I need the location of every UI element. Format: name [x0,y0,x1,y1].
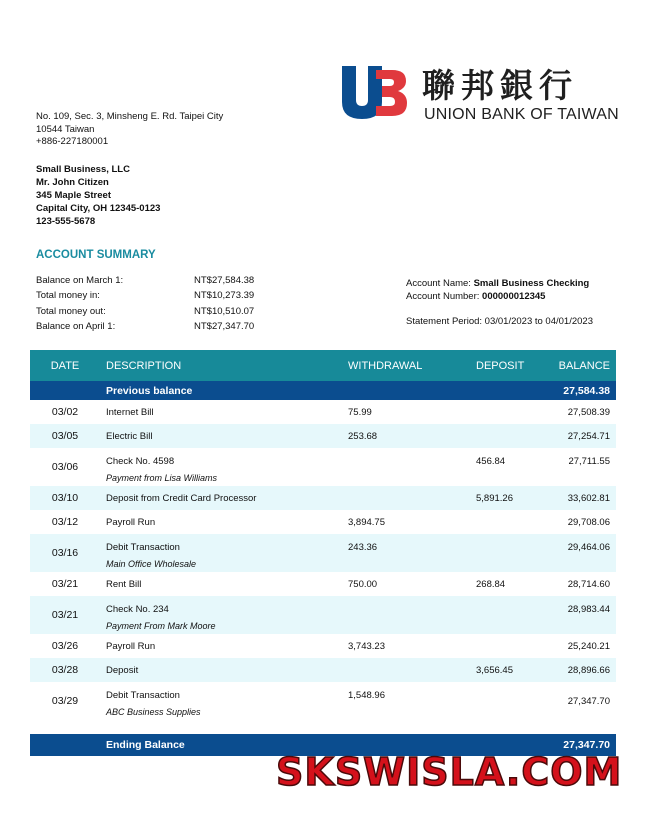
row-deposit: 456.84 [476,456,506,467]
row-date: 03/02 [51,406,79,418]
row-memo: ABC Business Supplies [106,707,201,717]
row-description: Internet Bill [106,406,154,418]
row-balance: 29,708.06 [567,516,610,528]
row-date: 03/06 [51,461,79,473]
account-name-value: Small Business Checking [473,278,590,289]
summary-row [36,275,254,290]
header-deposit: DEPOSIT [464,350,537,381]
account-summary [36,275,254,336]
summary-value: NT$10,273.39 [194,290,255,302]
table-header-row [30,350,616,381]
row-deposit [464,510,537,534]
row-date: 03/21 [30,596,100,634]
table-row [30,682,616,720]
account-name-label: Account Name: [406,278,471,289]
union-bank-logo-icon [340,64,408,120]
row-deposit [464,424,537,448]
client-contact: Mr. John Citizen [36,177,109,188]
row-balance: 29,464.06 [537,534,616,572]
row-date: 03/10 [30,486,100,510]
header-balance: BALANCE [537,350,616,381]
account-number-label: Account Number: [406,291,480,302]
summary-row [36,321,254,336]
account-summary-title: ACCOUNT SUMMARY [36,249,156,261]
client-city: Capital City, OH 12345-0123 [36,203,161,214]
bank-name-english: UNION BANK OF TAIWAN [424,106,619,123]
row-date: 03/21 [51,578,79,590]
row-deposit [464,400,537,424]
account-name [406,277,589,290]
transactions-table [30,350,616,756]
bank-name-chinese: 聯邦銀行 [422,66,578,105]
table-row [30,448,616,486]
row-withdrawal: 1,548.96 [348,690,385,701]
summary-value: NT$10,510.07 [194,305,255,317]
row-date: 03/26 [51,640,79,652]
row-description: Rent Bill [106,578,142,590]
row-date: 03/29 [51,695,79,707]
row-withdrawal [346,448,464,486]
row-description: Check No. 4598 [106,456,175,467]
previous-balance-label: Previous balance [100,381,346,400]
address-line: No. 109, Sec. 3, Minsheng E. Rd. Taipei City [36,111,224,122]
summary-label: Balance on March 1: [36,275,124,286]
address-line: 10544 Taiwan [36,123,95,135]
row-description: Electric Bill [100,424,346,448]
row-withdrawal [346,486,464,510]
row-date: 03/16 [30,534,100,572]
header-date: DATE [30,350,100,381]
client-company: Small Business, LLC [36,164,130,175]
row-memo: Payment from Lisa Williams [106,473,217,483]
row-withdrawal [346,596,464,634]
table-row [30,424,616,448]
watermark-text: SKSWISLA.COM [276,750,623,794]
statement-period: Statement Period: 03/01/2023 to 04/01/2023 [406,316,593,327]
bank-address [36,111,223,149]
row-deposit [464,634,537,658]
row-balance: 27,711.55 [568,456,610,467]
row-withdrawal: 750.00 [348,578,378,590]
row-deposit: 3,656.45 [464,658,537,682]
row-date: 03/28 [30,658,100,682]
summary-value: NT$27,584.38 [194,275,255,286]
account-number-value: 000000012345 [482,291,546,302]
bank-logo [340,64,620,126]
row-description: Payroll Run [106,516,156,528]
row-withdrawal: 243.36 [346,534,464,572]
row-description: Check No. 234 [106,604,169,615]
row-description: Deposit from Credit Card Processor [100,486,346,510]
summary-label: Total money in: [36,290,100,302]
table-row [30,534,616,572]
previous-balance-row [30,381,616,400]
row-date: 03/05 [30,424,100,448]
previous-balance-value: 27,584.38 [537,381,616,400]
row-balance: 28,896.66 [537,658,616,682]
row-balance: 33,602.81 [537,486,616,510]
row-description: Deposit [100,658,346,682]
row-date: 03/12 [51,516,79,528]
row-deposit: 5,891.26 [464,486,537,510]
ending-balance-label: Ending Balance [100,734,346,756]
row-balance: 27,508.39 [567,406,610,418]
row-withdrawal [346,658,464,682]
table-row [30,486,616,510]
row-balance: 27,347.70 [567,695,610,707]
row-balance: 28,714.60 [567,578,610,590]
summary-row [36,290,254,305]
account-info [406,277,589,303]
header-description: DESCRIPTION [100,350,346,381]
row-description: Debit Transaction [106,542,180,553]
row-description: Debit Transaction [106,690,180,701]
table-row [30,634,616,658]
ending-balance-value: 27,347.70 [537,734,616,756]
row-deposit [464,534,537,572]
row-deposit [464,682,537,720]
row-deposit: 268.84 [476,578,506,590]
table-row [30,400,616,424]
watermark [276,750,623,800]
table-row [30,572,616,596]
table-row [30,596,616,634]
summary-row [36,306,254,321]
client-address [36,163,160,228]
row-description: Payroll Run [106,640,156,652]
row-deposit [464,596,537,634]
row-withdrawal: 75.99 [348,406,372,418]
row-withdrawal: 253.68 [346,424,464,448]
row-memo: Main Office Wholesale [106,559,197,569]
summary-label: Balance on April 1: [36,320,116,332]
summary-label: Total money out: [36,305,106,317]
account-number [406,290,589,303]
row-withdrawal: 3,894.75 [348,516,385,528]
address-phone: +886-227180001 [36,136,109,148]
summary-value: NT$27,347.70 [194,320,255,332]
client-street: 345 Maple Street [36,190,111,201]
table-row [30,510,616,534]
client-phone: 123-555-5678 [36,216,96,227]
row-withdrawal: 3,743.23 [348,640,385,652]
row-memo: Payment From Mark Moore [106,621,216,631]
table-row [30,658,616,682]
row-balance: 27,254.71 [537,424,616,448]
header-withdrawal: WITHDRAWAL [346,350,464,381]
row-balance: 25,240.21 [567,640,610,652]
row-balance: 28,983.44 [537,596,616,634]
